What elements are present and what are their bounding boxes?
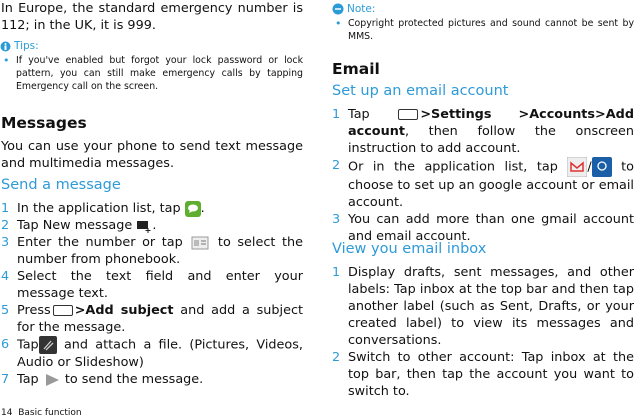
messaging-app-icon bbox=[185, 201, 201, 217]
messages-heading: Messages bbox=[1, 114, 87, 132]
email-heading: Email bbox=[332, 60, 380, 78]
view-steps bbox=[332, 264, 634, 400]
note-box bbox=[332, 3, 634, 43]
emergency-intro: In Europe, the standard emergency number is 112; in the UK, it is 999. bbox=[1, 1, 303, 33]
tips-icon bbox=[0, 41, 11, 52]
list-item: 7 Tap to send the message. bbox=[1, 372, 204, 387]
menu-key-icon bbox=[398, 109, 418, 120]
list-item: 2 Or in the application list, tap / to choose to set up an google account or email account. bbox=[332, 158, 634, 210]
list-item: 1 In the application list, tap . bbox=[1, 201, 205, 216]
list-item: 2 Tap New message . bbox=[1, 218, 157, 233]
page-footer bbox=[1, 408, 82, 418]
contact-picker-icon bbox=[189, 236, 211, 250]
note-icon bbox=[332, 3, 344, 15]
tips-title: Tips: bbox=[14, 40, 39, 52]
list-item: 3 Enter the number or tap to select the number from phonebook. bbox=[1, 235, 303, 267]
list-item: 6 Tap and attach a file. (Pictures, Videos, Audio or Slideshow) bbox=[1, 337, 303, 370]
new-message-icon bbox=[136, 219, 152, 233]
section-name: Basic function bbox=[18, 408, 82, 418]
note-text: • Copyright protected pictures and sound cannot be sent by MMS. bbox=[332, 17, 634, 43]
menu-key-icon bbox=[53, 305, 73, 316]
list-item: 3 You can add more than one gmail account and email account. bbox=[332, 212, 634, 244]
view-inbox-heading: View you email inbox bbox=[332, 241, 487, 257]
list-item: 5 Press >Add subject and add a subject for the message. bbox=[1, 303, 304, 335]
list-item: 2 Switch to other account: Tap inbox at the top bar, then tap the account you want to switch to. bbox=[332, 350, 634, 399]
send-message-heading: Send a message bbox=[1, 177, 121, 193]
list-item: 4 Select the text field and enter your message text. bbox=[1, 269, 303, 301]
send-steps bbox=[1, 200, 303, 388]
setup-email-heading: Set up an email account bbox=[332, 83, 509, 99]
list-item: 1 Display drafts, sent messages, and other labels: Tap inbox at the top bar and then tap another label (such as Sent, Drafts, or your created label) to view its messages and conversations. bbox=[332, 265, 634, 348]
messages-intro: You can use your phone to send text message and multimedia messages. bbox=[1, 139, 303, 171]
send-icon bbox=[43, 372, 61, 388]
attach-icon bbox=[39, 336, 57, 354]
email-app-icon bbox=[592, 157, 612, 177]
gmail-icon bbox=[567, 157, 587, 177]
list-item: 1 Tap >Settings >Accounts>Add account, then follow the onscreen instruction to add account. bbox=[332, 107, 634, 156]
tips-text: • If you've enabled but forgot your lock password or lock pattern, you can still make emergency calls by tapping Emergency call on the screen. bbox=[0, 54, 303, 93]
tips-box bbox=[0, 40, 303, 93]
page-number: 14 bbox=[1, 408, 13, 418]
note-title: Note: bbox=[347, 3, 376, 15]
setup-steps bbox=[332, 106, 634, 245]
